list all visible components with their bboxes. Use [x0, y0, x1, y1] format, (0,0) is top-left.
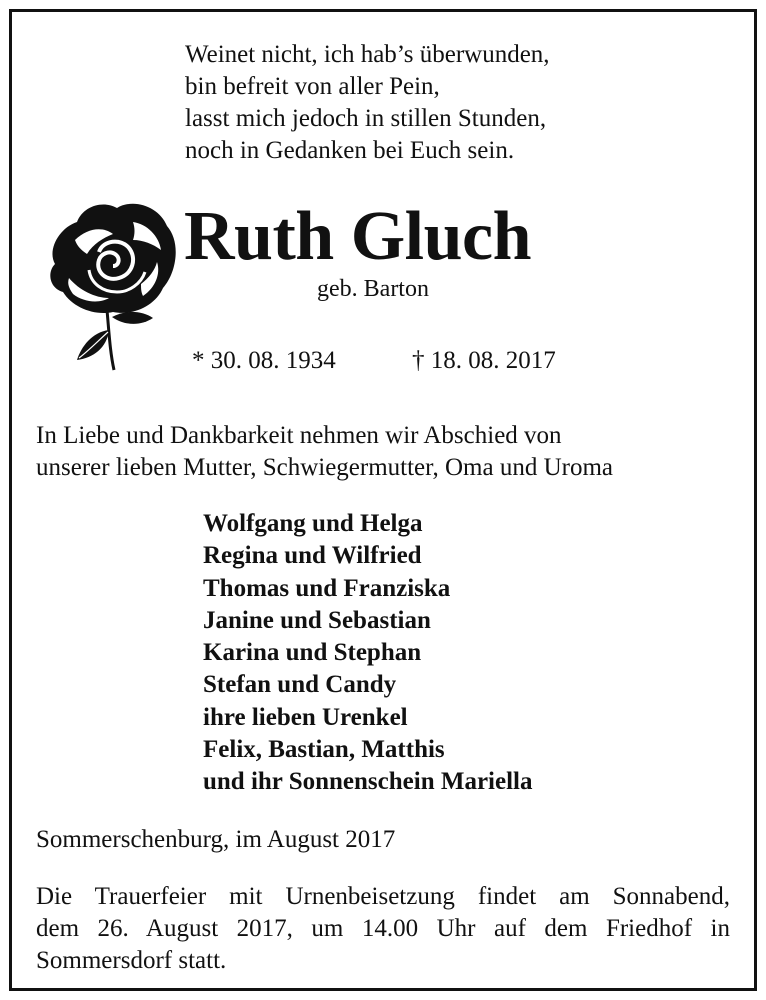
- birth-date: * 30. 08. 1934: [192, 347, 336, 374]
- mourner-entry: und ihr Sonnenschein Mariella: [203, 768, 533, 796]
- maiden-name: geb. Barton: [317, 276, 429, 302]
- poem-line: lasst mich jedoch in stillen Stunden,: [185, 105, 547, 132]
- poem-line: bin befreit von aller Pein,: [185, 73, 440, 100]
- poem-line: Weinet nicht, ich hab’s überwunden,: [185, 41, 550, 68]
- obituary-notice: [9, 9, 757, 991]
- ceremony-line: dem 26. August 2017, um 14.00 Uhr auf dem Friedhof in: [36, 915, 730, 942]
- poem: [185, 39, 705, 167]
- mourners-list: [203, 508, 532, 799]
- intro-line: unserer lieben Mutter, Schwiegermutter, Oma und Uroma: [36, 454, 613, 481]
- mourner-entry: Karina und Stephan: [203, 639, 422, 667]
- death-date: † 18. 08. 2017: [412, 347, 556, 374]
- mourner-entry: Stefan und Candy: [203, 671, 397, 699]
- ceremony-line: Die Trauerfeier mit Urnenbeisetzung findet am Sonnabend,: [36, 883, 730, 910]
- rose-icon: [37, 192, 182, 372]
- ceremony-info: [36, 881, 730, 977]
- place-date: Sommerschenburg, im August 2017: [36, 826, 396, 853]
- intro-line: In Liebe und Dankbarkeit nehmen wir Abschied von: [36, 422, 562, 449]
- mourner-entry: Regina und Wilfried: [203, 542, 422, 570]
- mourner-entry: Thomas und Franziska: [203, 574, 451, 602]
- poem-line: noch in Gedanken bei Euch sein.: [185, 137, 515, 164]
- mourner-entry: Wolfgang und Helga: [203, 510, 423, 537]
- mourner-entry: Felix, Bastian, Matthis: [203, 736, 445, 764]
- intro-text: [36, 420, 736, 484]
- ceremony-line: Sommersdorf statt.: [36, 947, 227, 974]
- mourner-entry: ihre lieben Urenkel: [203, 703, 408, 731]
- mourner-entry: Janine und Sebastian: [203, 606, 431, 634]
- deceased-name: Ruth Gluch: [184, 198, 532, 275]
